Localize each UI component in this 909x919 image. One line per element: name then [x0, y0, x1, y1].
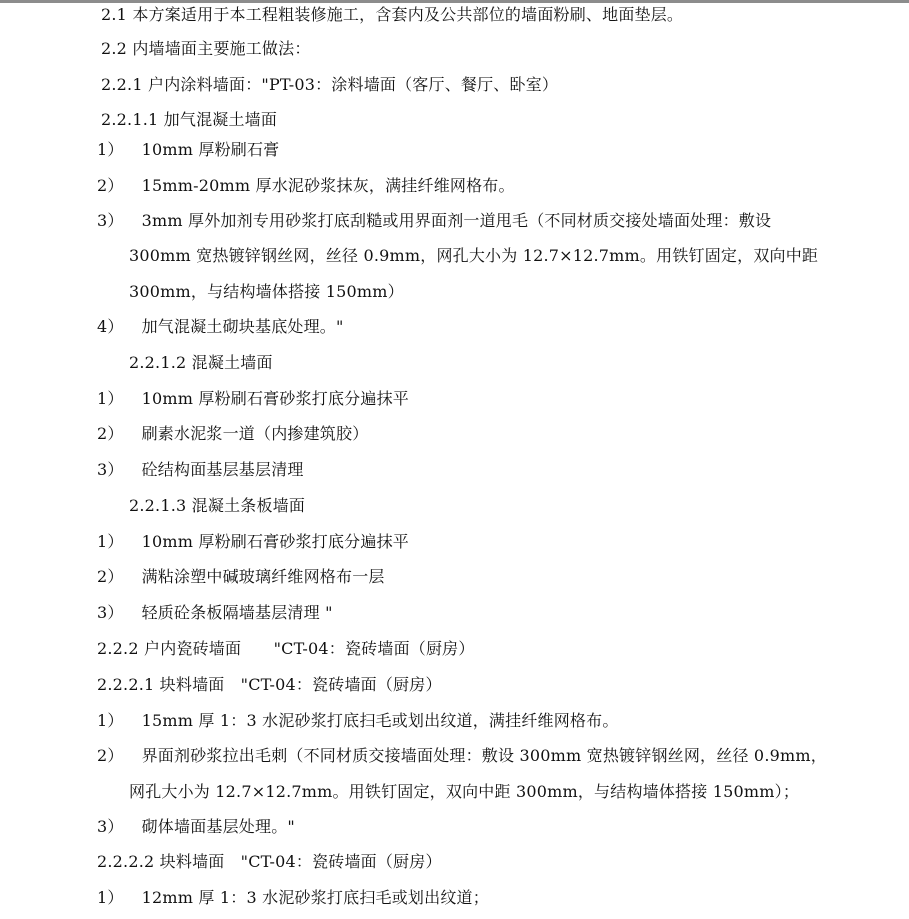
text-line — [97, 388, 409, 410]
list-number: 2） — [97, 567, 124, 586]
line-text: 满粘涂塑中碱玻璃纤维网格布一层 — [141, 567, 385, 586]
text-line — [129, 781, 799, 803]
line-text: 15mm-20mm 厚水泥砂浆抹灰，满挂纤维网格布。 — [141, 176, 515, 195]
line-text: 2.2.2 户内瓷砖墙面 "CT-04：瓷砖墙面（厨房） — [97, 639, 475, 658]
text-line — [97, 566, 385, 588]
text-line — [129, 281, 404, 303]
text-line — [97, 745, 827, 767]
text-line — [101, 109, 277, 131]
line-text: 加气混凝土砌块基底处理。" — [141, 317, 344, 336]
list-number: 2） — [97, 176, 124, 195]
line-text: 300mm，与结构墙体搭接 150mm） — [129, 282, 404, 301]
text-line — [97, 887, 489, 909]
line-text: 2.2.1 户内涂料墙面："PT-03：涂料墙面（客厅、餐厅、卧室） — [101, 75, 559, 94]
line-text: 界面剂砂浆拉出毛刺（不同材质交接墙面处理：敷设 300mm 宽热镀锌钢丝网，丝径 0.9mm， — [141, 746, 827, 765]
text-line — [97, 531, 409, 553]
line-text: 2.2.2.2 块料墙面 "CT-04：瓷砖墙面（厨房） — [97, 852, 442, 871]
text-line — [97, 316, 344, 338]
text-line — [97, 674, 442, 696]
list-number: 1） — [97, 711, 124, 730]
line-text: 3mm 厚外加剂专用砂浆打底刮糙或用界面剂一道甩毛（不同材质交接处墙面处理：敷设 — [141, 211, 772, 230]
line-text: 15mm 厚 1：3 水泥砂浆打底扫毛或划出纹道，满挂纤维网格布。 — [141, 711, 619, 730]
line-text: 10mm 厚粉刷石膏砂浆打底分遍抹平 — [141, 389, 409, 408]
line-text: 砼结构面基层基层清理 — [141, 460, 304, 479]
line-text: 2.1 本方案适用于本工程粗装修施工，含套内及公共部位的墙面粉刷、地面垫层。 — [101, 5, 684, 24]
line-text: 轻质砼条板隔墙基层清理 " — [141, 603, 333, 622]
list-number: 1） — [97, 140, 124, 159]
text-line — [129, 245, 818, 267]
text-line — [97, 851, 442, 873]
line-text: 2.2.2.1 块料墙面 "CT-04：瓷砖墙面（厨房） — [97, 675, 442, 694]
text-line — [101, 4, 683, 26]
line-text: 砌体墙面基层处理。" — [141, 817, 295, 836]
line-text: 10mm 厚粉刷石膏 — [141, 140, 280, 159]
text-line — [129, 495, 305, 517]
list-number: 3） — [97, 460, 124, 479]
list-number: 2） — [97, 424, 124, 443]
text-line — [97, 816, 295, 838]
text-line — [101, 74, 558, 96]
text-line — [97, 459, 304, 481]
line-text: 10mm 厚粉刷石膏砂浆打底分遍抹平 — [141, 532, 409, 551]
line-text: 网孔大小为 12.7×12.7mm。用铁钉固定，双向中距 300mm，与结构墙体搭接 150mm）； — [129, 782, 800, 801]
text-line — [129, 352, 273, 374]
list-number: 1） — [97, 888, 124, 907]
text-line — [97, 423, 368, 445]
line-text: 12mm 厚 1：3 水泥砂浆打底扫毛或划出纹道； — [141, 888, 489, 907]
list-number: 2） — [97, 746, 124, 765]
line-text: 2.2.1.3 混凝土条板墙面 — [129, 496, 306, 515]
list-number: 1） — [97, 389, 124, 408]
line-text: 刷素水泥浆一道（内掺建筑胶） — [141, 424, 369, 443]
list-number: 3） — [97, 603, 124, 622]
text-line — [97, 175, 515, 197]
text-line — [101, 38, 311, 60]
line-text: 2.2 内墙墙面主要施工做法： — [101, 39, 311, 58]
list-number: 1） — [97, 532, 124, 551]
text-line — [97, 602, 333, 624]
line-text: 2.2.1.1 加气混凝土墙面 — [101, 110, 278, 129]
list-number: 4） — [97, 317, 124, 336]
text-line — [97, 710, 619, 732]
list-number: 3） — [97, 211, 124, 230]
text-line — [97, 210, 771, 232]
line-text: 2.2.1.2 混凝土墙面 — [129, 353, 273, 372]
list-number: 3） — [97, 817, 124, 836]
text-line — [97, 139, 279, 161]
line-text: 300mm 宽热镀锌钢丝网，丝径 0.9mm，网孔大小为 12.7×12.7mm。用铁钉固定，双向中距 — [129, 246, 819, 265]
text-line — [97, 638, 475, 660]
